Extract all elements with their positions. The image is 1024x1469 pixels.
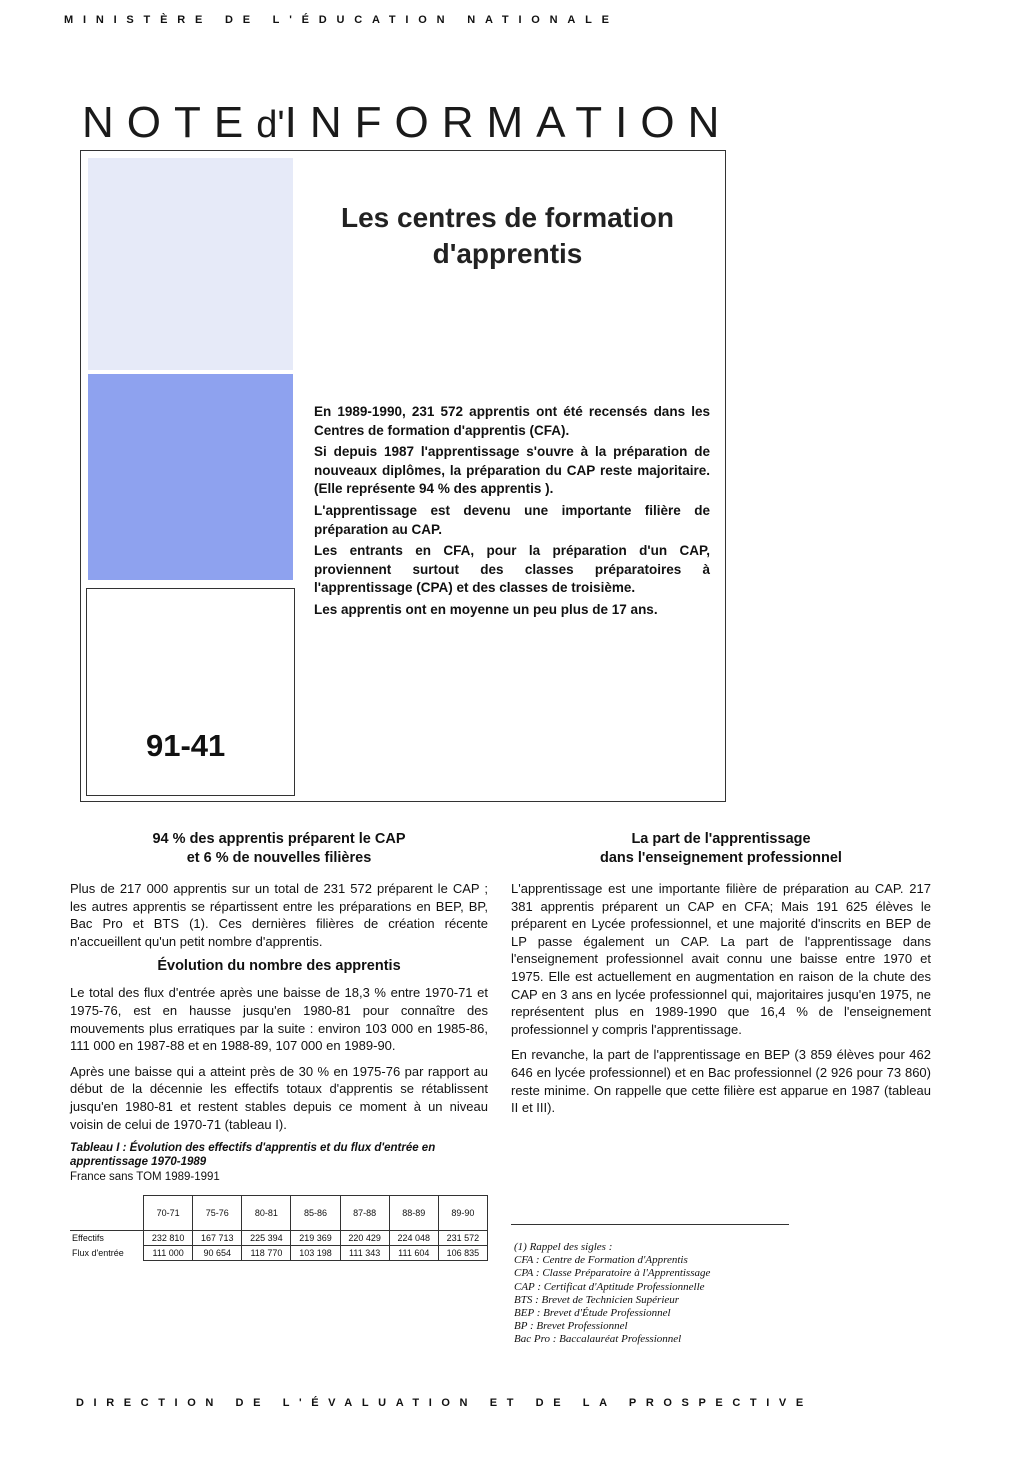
footnote-line: CAP : Certificat d'Aptitude Professionnelle bbox=[514, 1280, 705, 1293]
issue-number-box bbox=[86, 588, 295, 796]
table-subcaption: France sans TOM 1989-1991 bbox=[70, 1171, 220, 1184]
footnote-divider bbox=[511, 1224, 789, 1225]
section-heading-part bbox=[511, 830, 931, 868]
cover-dark-block bbox=[88, 374, 293, 580]
footnote-line: BEP : Brevet d'Étude Professionnel bbox=[514, 1307, 671, 1320]
logo-information: INFORMATION bbox=[284, 98, 733, 147]
table-col-header: 70-71 bbox=[144, 1196, 193, 1231]
table-cell: 111 000 bbox=[144, 1246, 193, 1261]
note-information-logo bbox=[82, 98, 732, 148]
footnote-line: BP : Brevet Professionnel bbox=[514, 1320, 628, 1333]
data-table bbox=[70, 1195, 488, 1261]
footnote-line: (1) Rappel des sigles : bbox=[514, 1241, 613, 1253]
row-label: Effectifs bbox=[72, 1233, 104, 1244]
table-cell: 111 343 bbox=[340, 1246, 389, 1261]
table-col-header: 80-81 bbox=[242, 1196, 291, 1231]
heading-line: et 6 % de nouvelles filières bbox=[186, 850, 372, 866]
table-cell: 220 429 bbox=[340, 1231, 389, 1246]
body-paragraph: Après une baisse qui a atteint près de 30 % en 1975-76 par rapport au début de la décennie les effectifs totaux d'apprentis se rétablissent jusqu'en 1980-81 et restent stables depuis ce moment à un niveau voisin de celui de 1970-71 (tableau I). bbox=[70, 1063, 488, 1132]
body-paragraph: L'apprentissage est une importante filière de préparation au CAP. 217 381 apprentis préparent un CAP en CFA; Mais 191 625 élèves le préparent en Lycée professionnel, et une majorité d'inscrits en BEP de LP passe également un CAP. La part de l'apprentissage dans l'enseignement professionnel avait connu une baisse entre 1970 et 1975. Elle est actuellement en augmentation en raison de la chute des CAP en 3 ans en lycée professionnel qui, majoritaires jusqu'en 1975, ne représentent plus en 1989-1990 que 16,4 % de l'enseignement professionnel y compris l'apprentissage. bbox=[511, 881, 931, 1037]
table-col-header: 89-90 bbox=[438, 1196, 487, 1231]
ministry-header: MINISTÈRE DE L'ÉDUCATION NATIONALE bbox=[64, 14, 619, 26]
table-header-row bbox=[70, 1196, 488, 1231]
table-caption: Tableau I : Évolution des effectifs d'apprentis et du flux d'entrée en apprentissage 1970-1989 bbox=[70, 1142, 436, 1169]
table-cell: 232 810 bbox=[144, 1231, 193, 1246]
title-line-1: Les centres de formation bbox=[341, 202, 674, 233]
left-column bbox=[70, 830, 488, 1261]
table-cell: 103 198 bbox=[291, 1246, 340, 1261]
table-row bbox=[70, 1231, 488, 1246]
footnote-line: CPA : Classe Préparatoire à l'Apprentissage bbox=[514, 1267, 711, 1280]
heading-line: La part de l'apprentissage bbox=[631, 831, 811, 847]
footnote-line: Bac Pro : Baccalauréat Professionnel bbox=[514, 1333, 682, 1346]
title-line-2: d'apprentis bbox=[432, 238, 583, 269]
footnote-line: BTS : Brevet de Technicien Supérieur bbox=[514, 1293, 680, 1306]
summary-paragraph: L'apprentissage est devenu une importante filière de préparation au CAP. bbox=[314, 502, 710, 537]
table-cell: 224 048 bbox=[389, 1231, 438, 1246]
section-subheading-evolution: Évolution du nombre des apprentis bbox=[157, 958, 401, 975]
summary-paragraph: Les entrants en CFA, pour la préparation d'un CAP, proviennent surtout des classes préparatoires à l'apprentissage (CPA) et des classes de troisième. bbox=[314, 543, 710, 596]
table-cell: 111 604 bbox=[389, 1246, 438, 1261]
footnotes bbox=[514, 1241, 804, 1347]
heading-line: dans l'enseignement professionnel bbox=[600, 850, 842, 866]
table-col-header: 75-76 bbox=[193, 1196, 242, 1231]
logo-note: NOTE bbox=[82, 98, 257, 147]
right-column bbox=[511, 830, 931, 1125]
footnote-line: CFA : Centre de Formation d'Apprentis bbox=[514, 1254, 688, 1267]
table-cell: 225 394 bbox=[242, 1231, 291, 1246]
table-row bbox=[70, 1246, 488, 1261]
issue-number: 91-41 bbox=[146, 728, 226, 763]
table-cell: 167 713 bbox=[193, 1231, 242, 1246]
table-corner bbox=[70, 1196, 144, 1231]
row-label: Flux d'entrée bbox=[72, 1248, 124, 1259]
table-col-header: 85-86 bbox=[291, 1196, 340, 1231]
table-col-header: 88-89 bbox=[389, 1196, 438, 1231]
cover-light-block bbox=[88, 158, 293, 370]
document-title bbox=[300, 200, 715, 272]
body-paragraph: Le total des flux d'entrée après une baisse de 18,3 % entre 1970-71 et 1975-76, est en hausse jusqu'en 1980-81 pour connaître des mouvements plus erratiques par la suite : environ 103 000 en 1985-86, 111 000 en 1987-88 et en 1988-89, 107 000 en 1989-90. bbox=[70, 985, 488, 1054]
summary-paragraph: En 1989-1990, 231 572 apprentis ont été recensés dans les Centres de formation d'apprentis (CFA). bbox=[314, 404, 710, 438]
table-cell: 231 572 bbox=[438, 1231, 487, 1246]
body-paragraph: En revanche, la part de l'apprentissage en BEP (3 859 élèves pour 462 646 en lycée professionnel) et en Bac professionnel (2 926 pour 73 860) reste minime. On rappelle que cette filière est apparue en 1987 (tableau II et III). bbox=[511, 1047, 931, 1116]
body-paragraph: Plus de 217 000 apprentis sur un total de 231 572 préparent le CAP ; les autres apprentis se répartissent entre les préparations en BEP, BP, Bac Pro et BTS (1). Ces dernières filières de création récente n'accueillent qu'un petit nombre d'apprentis. bbox=[70, 881, 488, 949]
summary-paragraph: Si depuis 1987 l'apprentissage s'ouvre à la préparation de nouveaux diplômes, la préparation du CAP reste majoritaire. (Elle représente 94 % des apprentis ). bbox=[314, 444, 710, 497]
section-heading-cap bbox=[70, 830, 488, 868]
table-cell: 90 654 bbox=[193, 1246, 242, 1261]
direction-footer: DIRECTION DE L'ÉVALUATION ET DE LA PROSPECTIVE bbox=[76, 1397, 813, 1409]
table-col-header: 87-88 bbox=[340, 1196, 389, 1231]
summary-paragraph: Les apprentis ont en moyenne un peu plus de 17 ans. bbox=[314, 601, 658, 617]
table-cell: 118 770 bbox=[242, 1246, 291, 1261]
logo-d: d' bbox=[256, 104, 285, 146]
heading-line: 94 % des apprentis préparent le CAP bbox=[152, 831, 406, 847]
table-cell: 106 835 bbox=[438, 1246, 487, 1261]
summary bbox=[314, 403, 710, 623]
table-cell: 219 369 bbox=[291, 1231, 340, 1246]
